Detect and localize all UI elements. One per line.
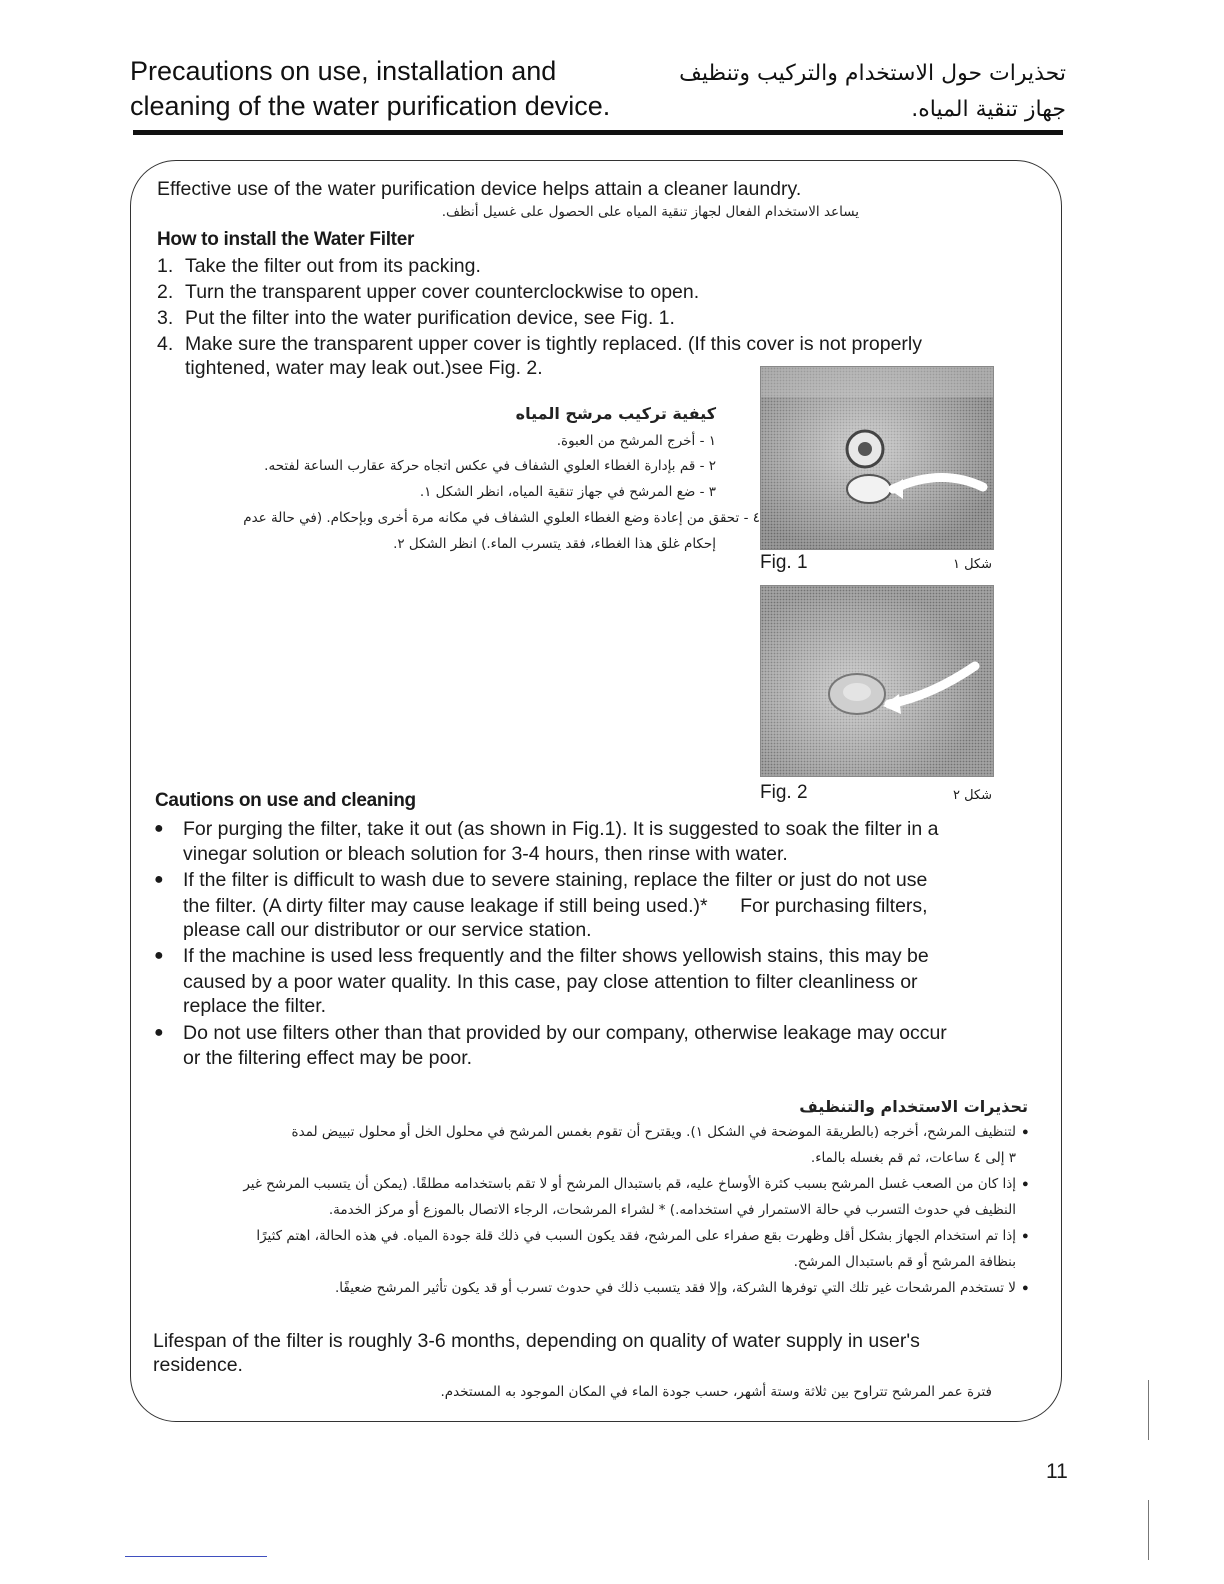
caution-line-ar: لا تستخدم المرشحات غير تلك التي توفرها الشركة، وإلا فقد يتسبب ذلك في حدوث تسرب أو قد يكون تأثير المرشح ضعيفًا. xyxy=(335,1280,1016,1296)
caution-line: or the filtering effect may be poor. xyxy=(183,1047,473,1069)
title-arabic xyxy=(646,56,1066,128)
lifespan-text-ar: فترة عمر المرشح تتراوح بين ثلاثة وستة أشهر، حسب جودة الماء في المكان الموجود به المستخدم. xyxy=(440,1384,992,1400)
bullet-icon: ● xyxy=(154,871,164,888)
install-step xyxy=(157,281,699,304)
caution-line: caused by a poor water quality. In this case, pay close attention to filter cleanliness or xyxy=(183,971,918,993)
caution-line-ar: النظيف في حدوث التسرب في حالة الاستمرار في استخدامه.) * لشراء المرشحات، الرجاء الاتصال بالموزع أو مركز الخدمة. xyxy=(328,1202,1016,1218)
caution-line: If the filter is difficult to wash due to severe staining, replace the filter or just do not use xyxy=(183,869,928,891)
install-step xyxy=(157,255,481,278)
install-step xyxy=(157,333,922,356)
figure-1-caption-ar: شكل ١ xyxy=(952,557,992,572)
bullet-icon: ● xyxy=(1022,1126,1029,1138)
figure-2-illustration xyxy=(761,586,993,776)
lifespan-text-continued: residence. xyxy=(153,1354,243,1376)
step-text: Take the filter out from its packing. xyxy=(185,255,481,277)
figure-1-photo xyxy=(760,366,994,550)
bullet-icon: ● xyxy=(1022,1282,1029,1294)
caution-line: If the machine is used less frequently and the filter shows yellowish stains, this may be xyxy=(183,945,929,967)
cautions-heading-ar: تحذيرات الاستخدام والتنظيف xyxy=(799,1097,1028,1116)
install-heading: How to install the Water Filter xyxy=(157,229,415,250)
step-number: 3. xyxy=(157,307,174,329)
caution-line-ar: إذا تم استخدام الجهاز بشكل أقل وظهرت بقع صفراء على المرشح، فقد يكون السبب في ذلك قلة جودة المياه. في هذه الحالة، اهتم كثيرًا xyxy=(256,1228,1016,1244)
bullet-icon: ● xyxy=(154,947,164,964)
figure-2-caption-ar: شكل ٢ xyxy=(952,788,992,803)
header-divider xyxy=(133,130,1063,135)
footer-rule xyxy=(125,1556,267,1557)
caution-line-ar: لتنظيف المرشح، أخرجه (بالطريقة الموضحة في الشكل ١). ويقترح أن تقوم بغمس المرشح في محلول الخل أو محلول تبييض لمدة xyxy=(291,1124,1016,1140)
title-line-1: Precautions on use, installation and xyxy=(130,56,557,86)
install-step-ar: ٤ - تحقق من إعادة وضع الغطاء العلوي الشفاف في مكانه مرة أخرى وبإحكام. (في حالة عدم xyxy=(243,510,760,526)
title-ar-line-2: جهاز تنقية المياه. xyxy=(911,97,1066,122)
install-step-ar: ١ - أخرج المرشح من العبوة. xyxy=(556,433,716,449)
step-number: 1. xyxy=(157,255,174,277)
install-heading-ar: كيفية تركيب مرشح المياه xyxy=(515,404,716,423)
page-number: 11 xyxy=(1046,1460,1068,1483)
bullet-icon: ● xyxy=(154,820,164,837)
caution-line-ar: ٣ إلى ٤ ساعات، ثم قم بغسله بالماء. xyxy=(810,1150,1016,1166)
margin-line xyxy=(1148,1500,1149,1560)
bullet-icon: ● xyxy=(1022,1178,1029,1190)
cautions-heading: Cautions on use and cleaning xyxy=(155,790,416,811)
step-number: 2. xyxy=(157,281,174,303)
title-ar-line-1: تحذيرات حول الاستخدام والتركيب وتنظيف xyxy=(679,61,1066,86)
caution-line-ar: بنظافة المرشح أو قم باستبدال المرشح. xyxy=(793,1254,1016,1270)
step-number: 4. xyxy=(157,333,174,355)
step-text: Put the filter into the water purification device, see Fig. 1. xyxy=(185,307,675,329)
caution-line: please call our distributor or our service station. xyxy=(183,919,592,941)
caution-line: For purging the filter, take it out (as shown in Fig.1). It is suggested to soak the filter in a xyxy=(183,818,939,840)
title-line-2: cleaning of the water purification device. xyxy=(130,91,611,121)
bullet-icon: ● xyxy=(154,1024,164,1041)
caution-line: the filter. (A dirty filter may cause leakage if still being used.)* For purchasing filters, xyxy=(183,895,928,917)
figure-2-caption: Fig. 2 xyxy=(760,782,808,803)
lifespan-text: Lifespan of the filter is roughly 3-6 months, depending on quality of water supply in user's xyxy=(153,1330,920,1352)
install-step xyxy=(157,307,675,330)
step-text: Turn the transparent upper cover counterclockwise to open. xyxy=(185,281,700,303)
bullet-icon: ● xyxy=(1022,1230,1029,1242)
install-step-ar: إحكام غلق هذا الغطاء، فقد يتسرب الماء.) انظر الشكل ٢. xyxy=(393,536,716,552)
install-step-ar: ٣ - ضع المرشح في جهاز تنقية المياه، انظر الشكل ١. xyxy=(419,484,716,500)
caution-line: replace the filter. xyxy=(183,995,327,1017)
margin-line xyxy=(1148,1380,1149,1440)
figure-2-photo xyxy=(760,585,994,777)
title-english xyxy=(130,54,610,124)
install-step-ar: ٢ - قم بإدارة الغطاء العلوي الشفاف في عكس اتجاه حركة عقارب الساعة لفتحه. xyxy=(264,458,716,474)
intro-text: Effective use of the water purification device helps attain a cleaner laundry. xyxy=(157,178,802,200)
caution-line: Do not use filters other than that provided by our company, otherwise leakage may occur xyxy=(183,1022,947,1044)
caution-line: vinegar solution or bleach solution for 3-4 hours, then rinse with water. xyxy=(183,843,788,865)
intro-text-ar: يساعد الاستخدام الفعال لجهاز تنقية المياه على الحصول على غسيل أنظف. xyxy=(441,204,859,220)
install-step-continued: tightened, water may leak out.)see Fig. 2. xyxy=(185,357,543,379)
step-text: Make sure the transparent upper cover is tightly replaced. (If this cover is not properly xyxy=(185,333,923,355)
caution-line-ar: إذا كان من الصعب غسل المرشح بسبب كثرة الأوساخ عليه، قم باستبدال المرشح أو لا تقم باستخدامه مطلقًا. (يمكن أن يتسبب المرشح غير xyxy=(243,1176,1016,1192)
figure-1-caption: Fig. 1 xyxy=(760,552,808,573)
figure-1-illustration xyxy=(761,367,993,549)
